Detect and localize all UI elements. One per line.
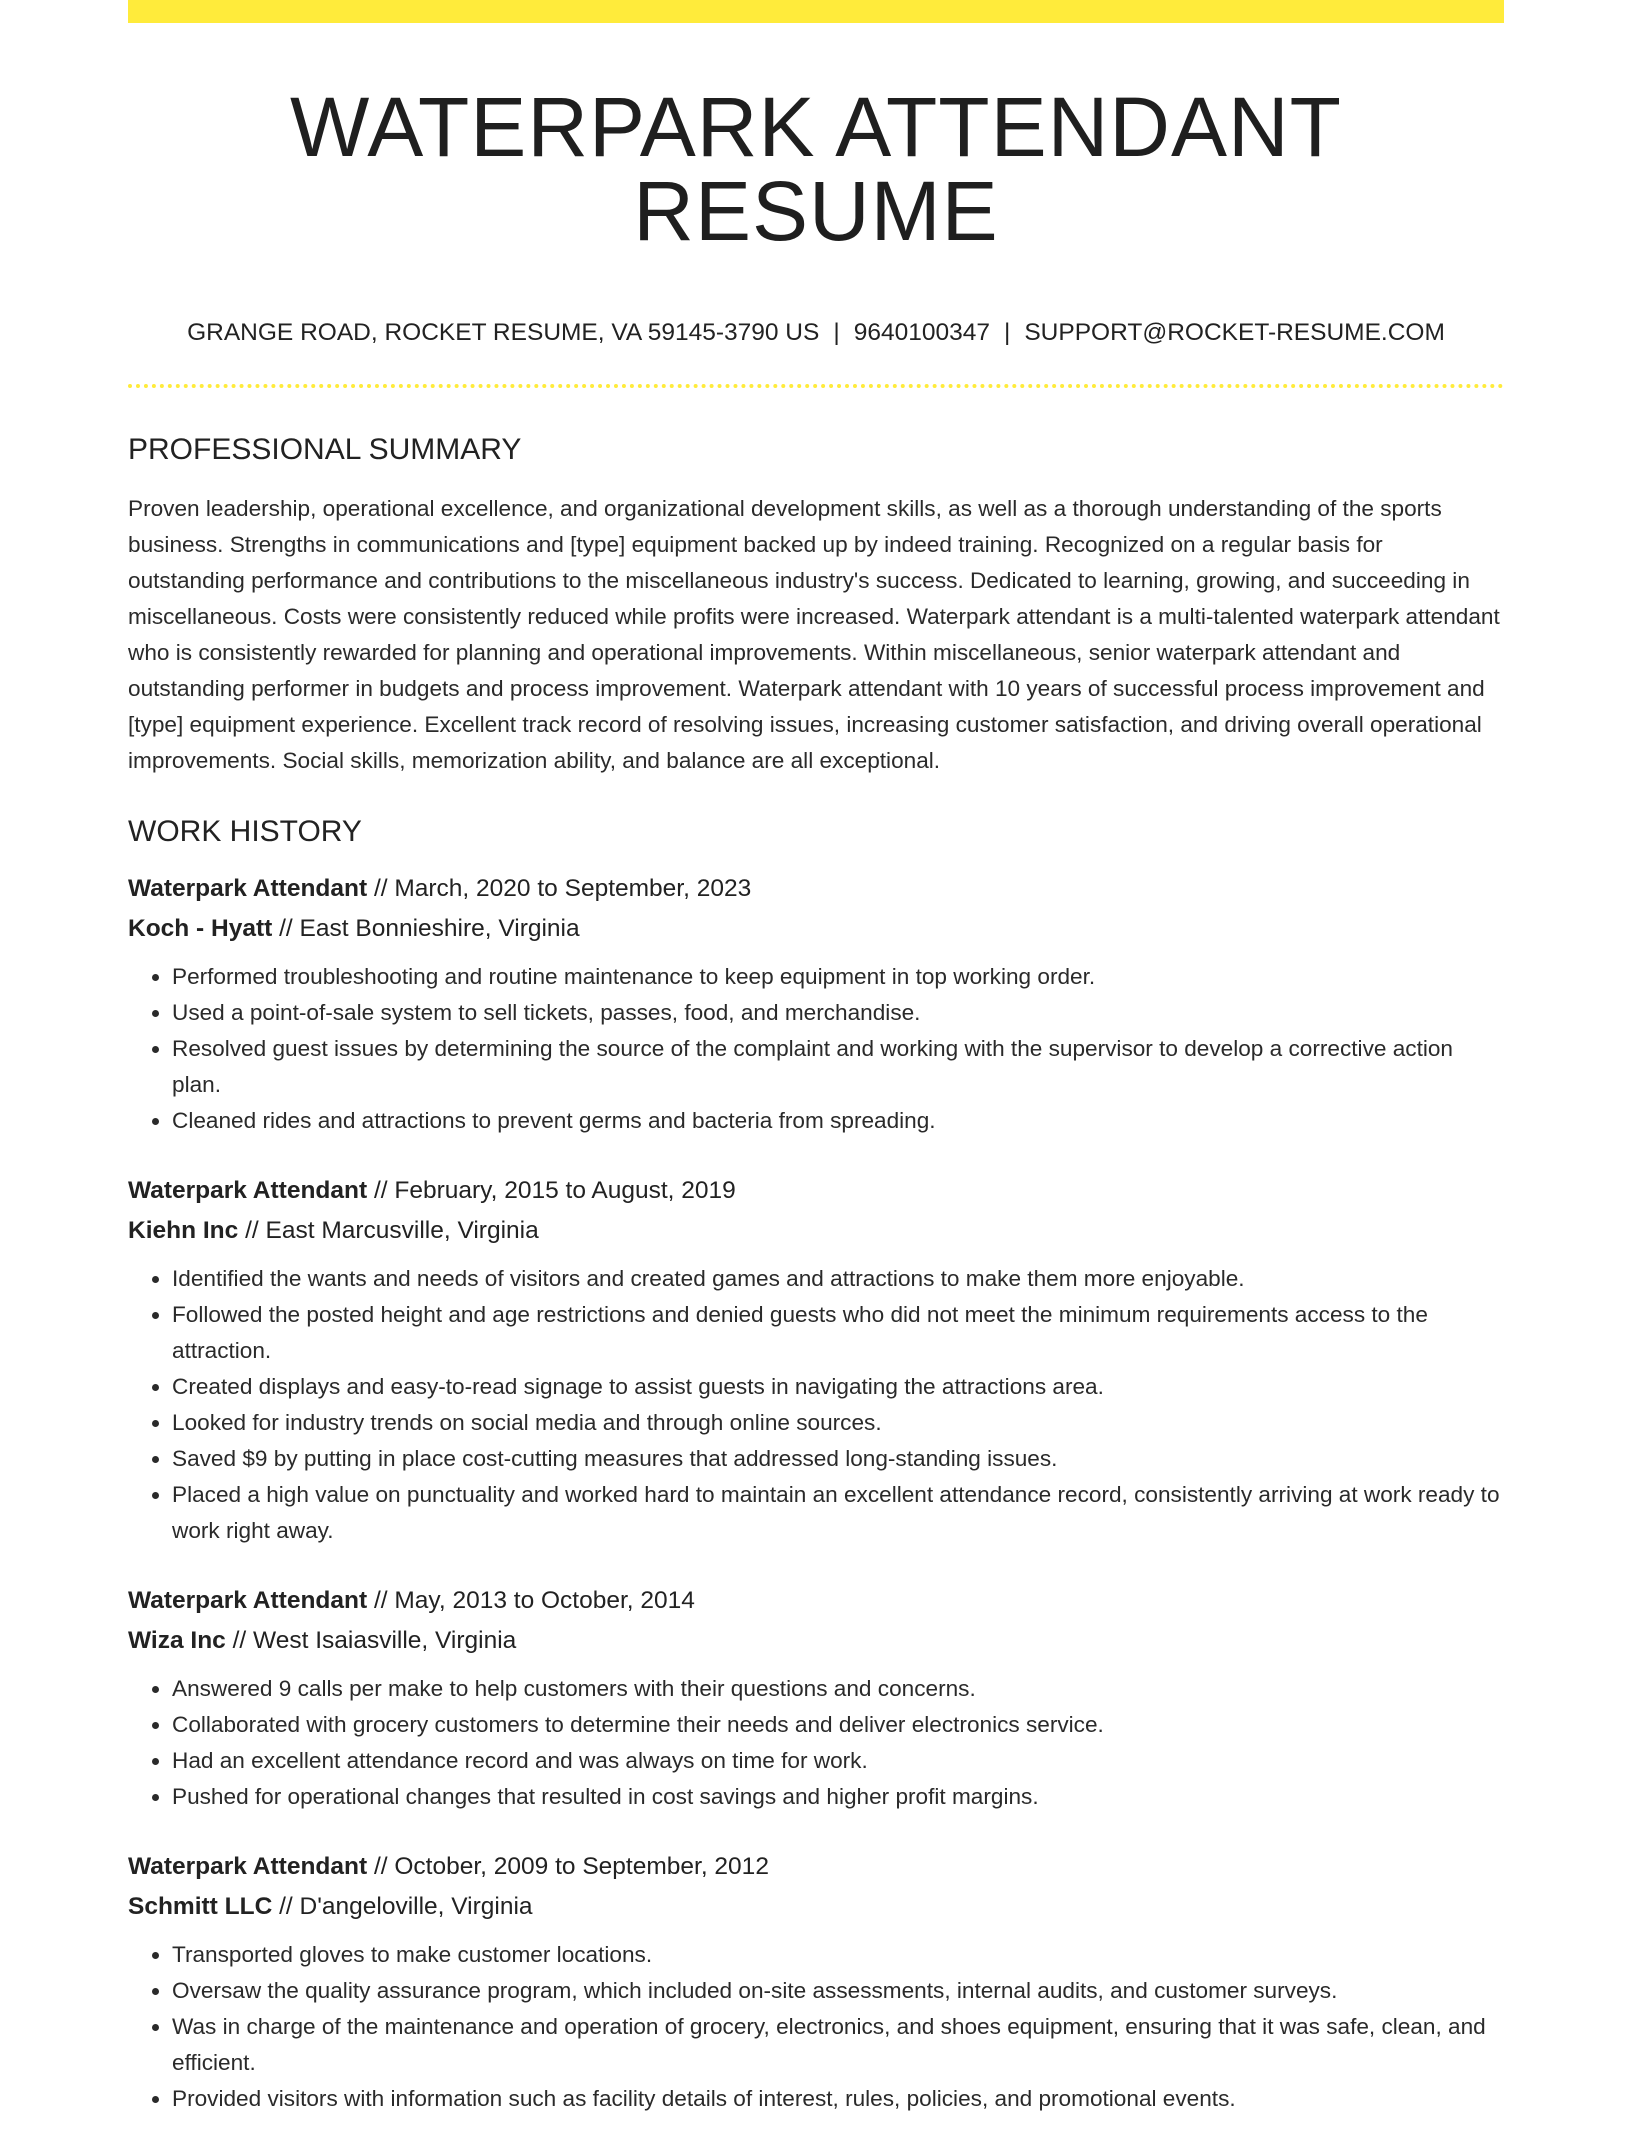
job-dates: // March, 2020 to September, 2023 — [367, 874, 752, 902]
job-company-line — [128, 1621, 1504, 1661]
job-bullet: • Followed the posted height and age restrictions and denied guests who did not meet the minimum requirements access to the attraction. — [172, 1297, 1504, 1369]
resume-title: WATERPARK ATTENDANT RESUME — [290, 80, 1342, 258]
job-bullets — [128, 959, 1504, 1139]
dotted-divider — [128, 384, 1504, 388]
job-company: Koch - Hyatt — [128, 914, 273, 942]
summary-text: Proven leadership, operational excellence, and organizational development skills, as well as a thorough understanding of the sports business. Strengths in communications and [type] equipment backed up by indeed training. Recognized on a regular basis for outstanding performance and contributions to the miscellaneous industry's success. Dedicated to learning, growing, and succeeding in miscellaneous. Costs were consistently reduced while profits were increased. Waterpark attendant is a multi-talented waterpark attendant who is consistently rewarded for planning and operational improvements. Within miscellaneous, senior waterpark attendant and outstanding performer in budgets and process improvement. Waterpark attendant with 10 years of successful process improvement and [type] equipment experience. Excellent track record of resolving issues, increasing customer satisfaction, and driving overall operational improvements. Social skills, memorization ability, and balance are all exceptional. — [128, 495, 1500, 773]
accent-top-bar — [128, 0, 1504, 23]
job-title: Waterpark Attendant — [128, 1586, 368, 1614]
job-title: Waterpark Attendant — [128, 874, 368, 902]
job-location: // West Isaiasville, Virginia — [225, 1626, 517, 1654]
job-title: Waterpark Attendant — [128, 1176, 368, 1204]
job-bullet: • Provided visitors with information such as facility details of interest, rules, policies, and promotional events. — [172, 2081, 1504, 2117]
job-bullet: • Resolved guest issues by determining the source of the complaint and working with the supervisor to develop a corrective action plan. — [172, 1031, 1504, 1103]
job-entry — [128, 1847, 1504, 2117]
job-bullets — [128, 1671, 1504, 1815]
job-company-line — [128, 909, 1504, 949]
job-location: // D'angeloville, Virginia — [272, 1892, 533, 1920]
job-bullet: • Answered 9 calls per make to help customers with their questions and concerns. — [172, 1671, 1504, 1707]
job-title-line — [128, 869, 1504, 909]
resume-page — [128, 0, 1504, 2149]
job-bullet: • Looked for industry trends on social media and through online sources. — [172, 1405, 1504, 1441]
job-bullets — [128, 1261, 1504, 1549]
job-dates: // May, 2013 to October, 2014 — [367, 1586, 695, 1614]
job-bullet: • Was in charge of the maintenance and operation of grocery, electronics, and shoes equipment, ensuring that it was safe, clean, and efficient. — [172, 2009, 1504, 2081]
job-bullet: • Used a point-of-sale system to sell tickets, passes, food, and merchandise. — [172, 995, 1504, 1031]
job-company-line — [128, 1887, 1504, 1927]
job-dates: // October, 2009 to September, 2012 — [367, 1852, 769, 1880]
job-company: Wiza Inc — [128, 1626, 226, 1654]
summary-heading: PROFESSIONAL SUMMARY — [128, 432, 522, 466]
job-bullet: • Saved $9 by putting in place cost-cutting measures that addressed long-standing issues. — [172, 1441, 1504, 1477]
contact-email: SUPPORT@ROCKET-RESUME.COM — [1024, 319, 1445, 346]
job-bullet: • Transported gloves to make customer locations. — [172, 1937, 1504, 1973]
job-company: Schmitt LLC — [128, 1892, 273, 1920]
job-bullet: • Placed a high value on punctuality and worked hard to maintain an excellent attendance record, consistently arriving at work ready to work right away. — [172, 1477, 1504, 1549]
job-bullet: • Identified the wants and needs of visitors and created games and attractions to make them more enjoyable. — [172, 1261, 1504, 1297]
contact-line — [128, 321, 1504, 346]
job-title-line — [128, 1171, 1504, 1211]
job-bullets — [128, 1937, 1504, 2117]
work-history-heading: WORK HISTORY — [128, 814, 362, 848]
job-entry — [128, 1581, 1504, 1815]
job-company: Kiehn Inc — [128, 1216, 239, 1244]
job-bullet: • Had an excellent attendance record and was always on time for work. — [172, 1743, 1504, 1779]
job-bullet: • Created displays and easy-to-read signage to assist guests in navigating the attractions area. — [172, 1369, 1504, 1405]
job-bullet: • Oversaw the quality assurance program, which included on-site assessments, internal audits, and customer surveys. — [172, 1973, 1504, 2009]
job-entry — [128, 1171, 1504, 1549]
job-title: Waterpark Attendant — [128, 1852, 368, 1880]
job-bullet: • Collaborated with grocery customers to determine their needs and deliver electronics service. — [172, 1707, 1504, 1743]
contact-address: GRANGE ROAD, ROCKET RESUME, VA 59145-3790 US — [187, 319, 820, 346]
contact-separator: | — [833, 319, 840, 346]
job-title-line — [128, 1581, 1504, 1621]
contact-separator: | — [1003, 319, 1011, 346]
job-location: // East Bonnieshire, Virginia — [272, 914, 580, 942]
job-entry — [128, 869, 1504, 1139]
job-location: // East Marcusville, Virginia — [238, 1216, 539, 1244]
job-bullet: • Pushed for operational changes that resulted in cost savings and higher profit margins. — [172, 1779, 1504, 1815]
job-list — [128, 869, 1504, 2117]
contact-phone: 9640100347 — [853, 319, 990, 346]
job-company-line — [128, 1211, 1504, 1251]
job-title-line — [128, 1847, 1504, 1887]
job-bullet: • Cleaned rides and attractions to prevent germs and bacteria from spreading. — [172, 1103, 1504, 1139]
job-bullet: • Performed troubleshooting and routine maintenance to keep equipment in top working order. — [172, 959, 1504, 995]
job-dates: // February, 2015 to August, 2019 — [367, 1176, 736, 1204]
